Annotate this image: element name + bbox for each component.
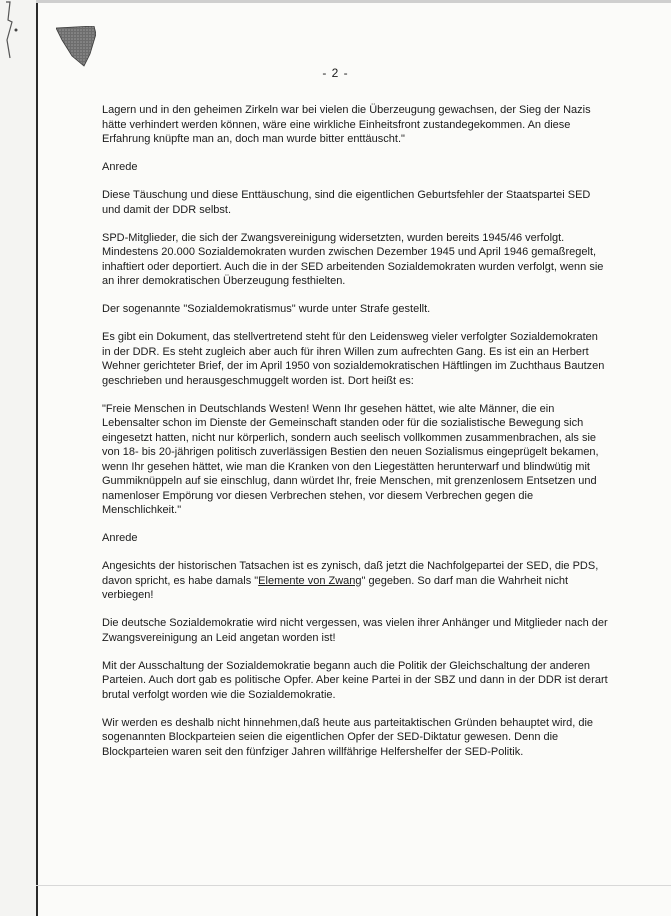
folded-corner — [56, 26, 96, 68]
paragraph-gleichschaltung: Mit der Ausschaltung der Sozialdemokratie begann auch die Politik der Gleichschaltung der anderen Parteien. Auch dort gab es politische Opfer. Aber keine Partei in der SBZ und dann in der DDR ist derart brutal verfolgt worden wie die Sozialdemokratie. — [102, 659, 608, 701]
page-bottom-edge — [36, 885, 671, 886]
zynisch-underlined: Elemente von Zwang — [258, 574, 362, 587]
zynisch-text-after: " gegeben. So darf man die Wahrheit nicht verbiegen! — [102, 574, 569, 601]
page-number: - 2 - — [322, 66, 349, 80]
paragraph-nicht-vergessen: Die deutsche Sozialdemokratie wird nicht vergessen, was vielen ihrer Anhänger und Mitglieder nach der Zwangsvereinigung an Leid angetan worden ist! — [102, 617, 608, 644]
paragraph-geburtsfehler: Diese Täuschung und diese Enttäuschung, sind die eigentlichen Geburtsfehler der Staatspartei SED und damit der DDR selbst. — [102, 189, 591, 216]
paragraph-dokument: Es gibt ein Dokument, das stellvertretend steht für den Leidensweg vieler verfolgter Sozialdemokraten in der DDR. Es steht zugleich aber auch für ihren Willen zum aufrechten Gang. Es ist ein an Herbert Wehner gerichteter Brief, der im April 1950 von sozialdemokratischen Häftlingen im Zuchthaus Bautzen geschrieben und herausgeschmuggelt worden ist. Dort heißt es: — [102, 331, 605, 387]
paragraph-brief-zitat: "Freie Menschen in Deutschlands Westen! Wenn Ihr gesehen hättet, wie alte Männer, die ein Lebensalter schon im Dienste der Gemeinschaft standen oder für die sozialistische Bewegung sich eingesetzt hatten, nicht nur körperlich, sondern auch seelisch vollkommen zusammenbrachen, als sie von 18- bis 20-jährigen politisch zuverlässigen Bestien den neuen Sozialismus eingeprügelt bekamen, wenn Ihr gesehen hättet, wie man die Kranken von den Liegestätten herunterwarf und blindwütig mit Gummiknüppeln auf sie einschlug, dann würdet Ihr, freie Menschen, mit grenzenlosem Entsetzen und namenloser Empörung vor diesen Verbrechen stehen, vor diesem Verbrechen gegen die Menschlichkeit." — [102, 402, 599, 516]
paragraph-sozialdemokratismus: Der sogenannte "Sozialdemokratismus" wurde unter Strafe gestellt. — [102, 303, 431, 315]
page-top-edge — [36, 0, 671, 3]
paragraph-blockparteien: Wir werden es deshalb nicht hinnehmen,daß heute aus parteitaktischen Gründen behauptet wird, die sogenannten Blockparteien seien die eigentlichen Opfer der SED-Diktatur gewesen. Denn die Blockparteien waren seit den fünfziger Jahren willfährige Helfershelfer der SED-Politik. — [102, 716, 594, 758]
salutation-anrede-2: Anrede — [102, 532, 138, 544]
letter-body — [102, 103, 608, 773]
scan-artifact — [2, 0, 22, 60]
paragraph-spd-verfolgung: SPD-Mitglieder, die sich der Zwangsvereinigung widersetzten, wurden bereits 1945/46 verfolgt. Mindestens 20.000 Sozialdemokraten wurden zwischen Dezember 1945 und April 1946 gemaßregelt, inhaftiert oder deportiert. Auch die in der SED arbeitenden Sozialdemokraten wurden verfolgt, wenn sie an ihrer demokratischen Überzeugung festhielten. — [102, 231, 604, 287]
paragraph-intro: Lagern und in den geheimen Zirkeln war bei vielen die Überzeugung gewachsen, der Sieg der Nazis hätte verhindert werden können, wäre eine wirkliche Einheitsfront zustandegekommen. An diese Erfahrung knüpfte man an, doch man wurde bitter enttäuscht." — [102, 104, 591, 145]
paragraph-zynisch — [102, 559, 608, 603]
zynisch-text-before: Angesichts der historischen Tatsachen ist es zynisch, daß jetzt die Nachfolgepartei der SED, die PDS, davon spricht, es habe damals " — [102, 560, 599, 587]
salutation-anrede: Anrede — [102, 161, 138, 173]
